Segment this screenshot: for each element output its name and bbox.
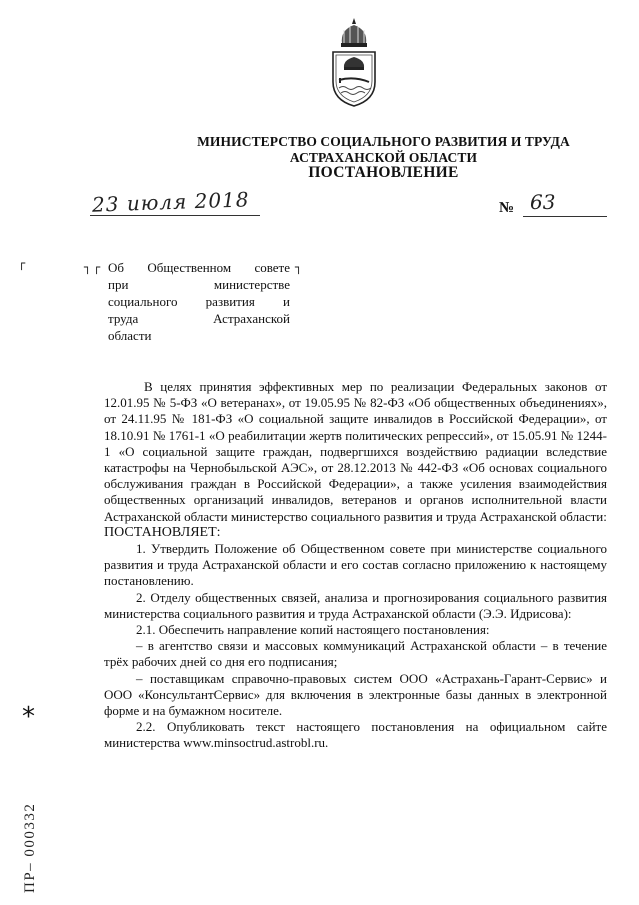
item-2-1: 2.1. Обеспечить направление копий настоящего постановления: xyxy=(136,622,490,638)
item-1: 1. Утвердить Положение об Общественном совете при министерстве социального развития и труда Астраханской области и его состав согласно приложению к настоящему постановлению. xyxy=(104,541,607,589)
item-2: 2. Отделу общественных связей, анализа и прогнозирования социального развития министерства социального развития и труда Астраханской области (Э.Э. Идрисова): xyxy=(104,589,607,621)
corner-bracket-icon: ┌ xyxy=(18,256,26,270)
subject-line: области xyxy=(108,328,152,343)
ministry-name-line1: МИНИСТЕРСТВО СОЦИАЛЬНОГО РАЗВИТИЯ И ТРУДА xyxy=(197,134,570,149)
asterisk-mark: * xyxy=(22,702,35,732)
subject-line: труда Астраханской xyxy=(108,311,290,326)
subject-line: Об Общественном совете xyxy=(108,260,290,275)
resolution-keyword: ПОСТАНОВЛЯЕТ: xyxy=(104,524,221,540)
coat-of-arms-icon xyxy=(326,16,382,110)
subject-line: при министерстве xyxy=(108,277,290,292)
document-type: ПОСТАНОВЛЕНИЕ xyxy=(308,164,459,181)
corner-bracket-icon: ┌ xyxy=(93,260,101,274)
document-body xyxy=(104,379,607,752)
item-2-2: 2.2. Опубликовать текст настоящего постановления на официальном сайте министерства www.minsoctrud.astrobl.ru. xyxy=(104,719,607,751)
preamble-paragraph: В целях принятия эффективных мер по реализации Федеральных законов от 12.01.95 № 5-ФЗ «О ветеранах», от 19.05.95 № 82-ФЗ «Об общественных объединениях», от 24.11.95 № 181-ФЗ «О социальной защите инвалидов в Российской Федерации», от 18.10.91 № 1761-1 «О реабилитации жертв политических репрессий», от 15.05.91 № 1244-1 «О социальной защите граждан, подвергшихся воздействию радиации вследствие катастрофы на Чернобыльской АЭС», от 28.12.2013 № 442-ФЗ «Об основах социального обслуживания граждан в Российской Федерации», а также усиления взаимодействия общественных организаций инвалидов, ветеранов и органов исполнительной власти Астраханской области министерство социального развития и труда Астраханской области: xyxy=(104,379,607,524)
side-registration-code: ПР– 000332 xyxy=(22,802,38,893)
document-subject xyxy=(108,259,290,344)
document-date: 23 июля 2018 xyxy=(91,187,250,217)
corner-bracket-icon: ┐ xyxy=(295,260,303,274)
item-2-1-b: – поставщикам справочно-правовых систем ООО «Астрахань-Гарант-Сервис» и ООО «КонсультантСервис» для включения в электронные базы данных в электронной форме и на бумажном носителе. xyxy=(104,670,607,719)
number-label: № xyxy=(499,200,515,216)
corner-bracket-icon: ┐ xyxy=(84,260,92,274)
item-2-1-a: – в агентство связи и массовых коммуникаций Астраханской области – в течение трёх рабочих дней со дня его подписания; xyxy=(104,638,607,670)
subject-line: социального развития и xyxy=(108,294,290,309)
number-underline xyxy=(523,216,607,217)
date-underline xyxy=(90,215,260,216)
document-number: 63 xyxy=(530,190,556,214)
ministry-name-line2: АСТРАХАНСКОЙ ОБЛАСТИ xyxy=(289,150,478,165)
